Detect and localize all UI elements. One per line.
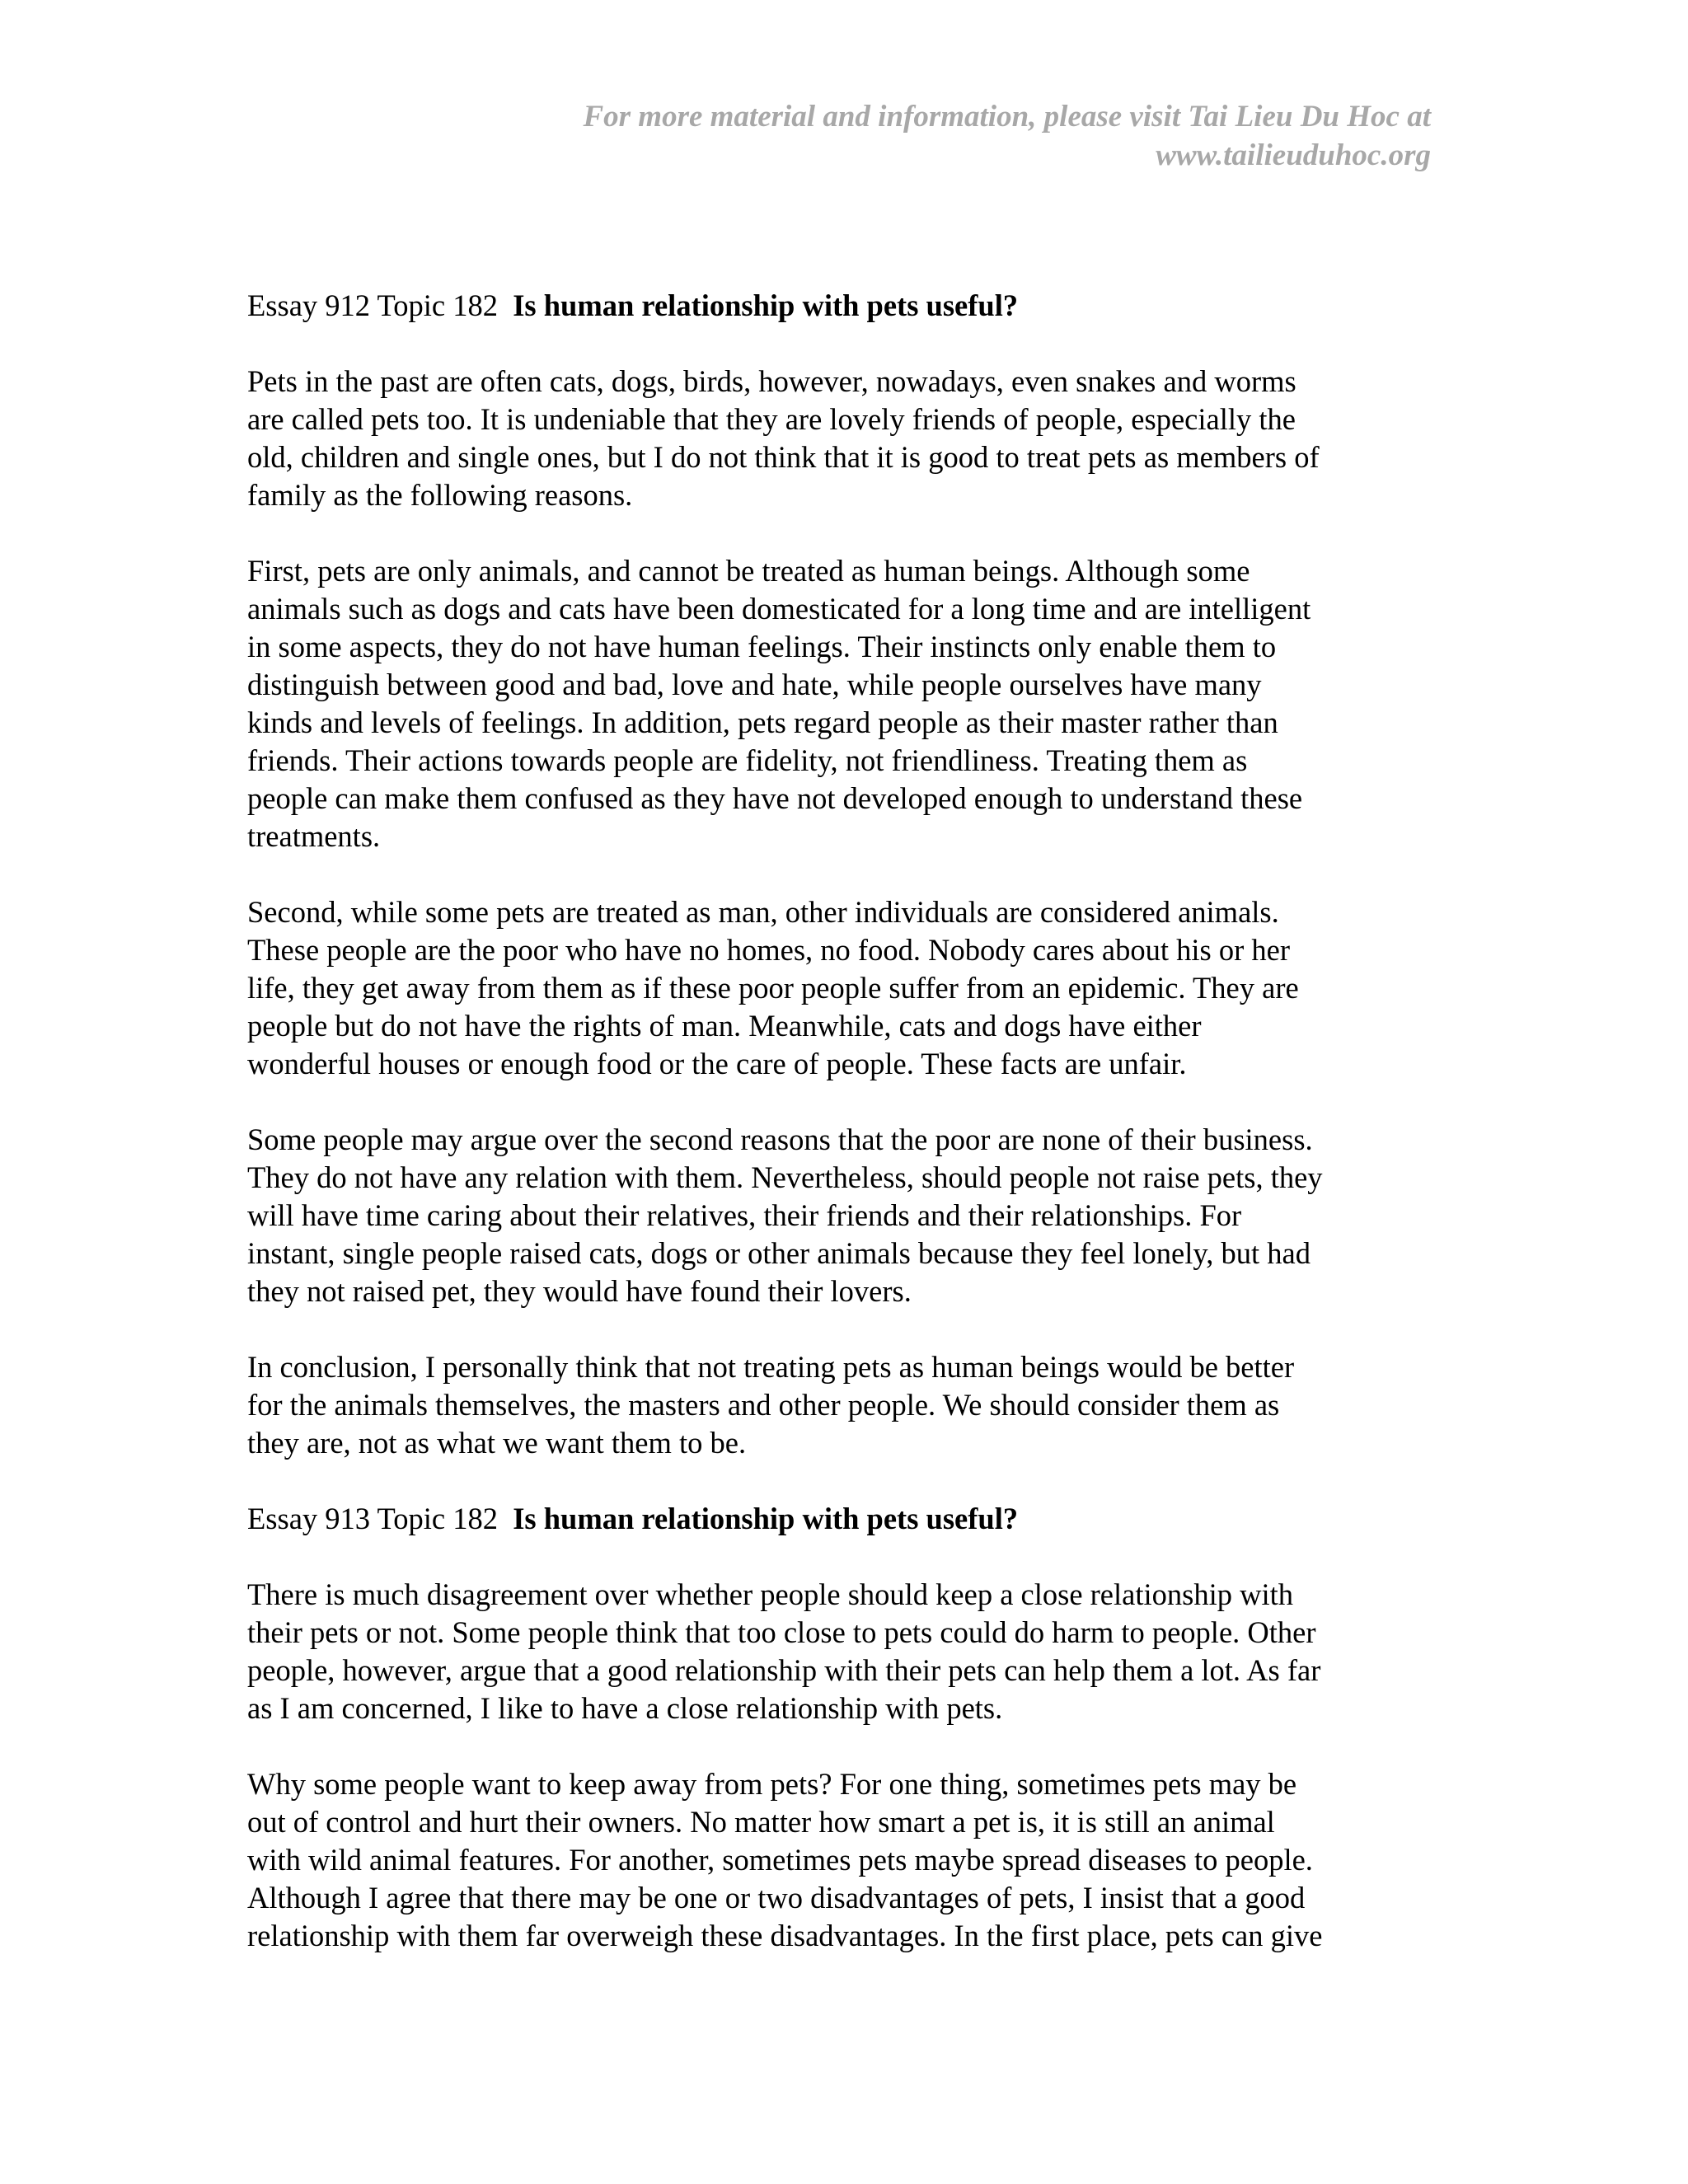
text-line: for the animals themselves, the masters and other people. We should consider them as	[247, 1388, 1280, 1422]
text-line: relationship with them far overweigh these disadvantages. In the first place, pets can give	[247, 1919, 1323, 1952]
text-line: out of control and hurt their owners. No matter how smart a pet is, it is still an animal	[247, 1805, 1275, 1839]
essay-label: Essay 912 Topic 182	[247, 288, 498, 322]
essay-912-paragraph-3	[247, 893, 1451, 1083]
text-line: in some aspects, they do not have human feelings. Their instincts only enable them to	[247, 630, 1277, 663]
text-line: kinds and levels of feelings. In addition, pets regard people as their master rather than	[247, 705, 1278, 739]
text-line: family as the following reasons.	[247, 478, 633, 512]
essay-913-paragraph-1	[247, 1576, 1451, 1727]
essay-label: Essay 913 Topic 182	[247, 1502, 498, 1535]
essay-topic: Is human relationship with pets useful?	[513, 288, 1019, 322]
text-line: These people are the poor who have no homes, no food. Nobody cares about his or her	[247, 933, 1290, 967]
text-line: they are, not as what we want them to be.	[247, 1426, 747, 1460]
text-line: are called pets too. It is undeniable that they are lovely friends of people, especially the	[247, 402, 1296, 436]
page-header	[359, 97, 1431, 175]
text-line: will have time caring about their relatives, their friends and their relationships. For	[247, 1198, 1242, 1232]
text-line: their pets or not. Some people think that too close to pets could do harm to people. Other	[247, 1615, 1316, 1649]
text-line: they not raised pet, they would have found their lovers.	[247, 1274, 912, 1308]
text-line: Some people may argue over the second reasons that the poor are none of their business.	[247, 1122, 1313, 1156]
text-line: wonderful houses or enough food or the care of people. These facts are unfair.	[247, 1047, 1187, 1080]
text-line: In conclusion, I personally think that not treating pets as human beings would be better	[247, 1350, 1295, 1384]
text-line: There is much disagreement over whether people should keep a close relationship with	[247, 1577, 1293, 1611]
text-line: distinguish between good and bad, love and hate, while people ourselves have many	[247, 668, 1262, 701]
text-line: life, they get away from them as if these poor people suffer from an epidemic. They are	[247, 971, 1299, 1005]
text-line: treatments.	[247, 819, 381, 853]
essay-912-paragraph-2	[247, 552, 1451, 855]
text-line: as I am concerned, I like to have a close relationship with pets.	[247, 1691, 1003, 1725]
text-line: with wild animal features. For another, sometimes pets maybe spread diseases to people.	[247, 1843, 1313, 1877]
text-line: people, however, argue that a good relationship with their pets can help them a lot. As far	[247, 1653, 1321, 1687]
text-line: Second, while some pets are treated as man, other individuals are considered animals.	[247, 895, 1279, 929]
text-line: They do not have any relation with them. Nevertheless, should people not raise pets, they	[247, 1160, 1323, 1194]
text-line: old, children and single ones, but I do not think that it is good to treat pets as members of	[247, 440, 1320, 474]
text-line: animals such as dogs and cats have been domesticated for a long time and are intelligent	[247, 592, 1311, 626]
text-line: people but do not have the rights of man. Meanwhile, cats and dogs have either	[247, 1009, 1202, 1043]
header-website: www.tailieuduhoc.org	[1156, 138, 1431, 172]
essay-912-paragraph-5	[247, 1348, 1451, 1462]
text-line: Although I agree that there may be one or two disadvantages of pets, I insist that a good	[247, 1881, 1306, 1915]
text-line: instant, single people raised cats, dogs or other animals because they feel lonely, but had	[247, 1236, 1311, 1270]
text-line: friends. Their actions towards people are fidelity, not friendliness. Treating them as	[247, 743, 1248, 777]
text-line: people can make them confused as they have not developed enough to understand these	[247, 781, 1303, 815]
document-body	[247, 287, 1451, 1993]
text-line: Why some people want to keep away from pets? For one thing, sometimes pets may be	[247, 1767, 1297, 1801]
essay-913-paragraph-2	[247, 1765, 1451, 1955]
essay-topic: Is human relationship with pets useful?	[513, 1502, 1019, 1535]
essay-912-paragraph-1	[247, 363, 1451, 514]
header-line-1: For more material and information, please visit Tai Lieu Du Hoc at	[583, 100, 1431, 134]
text-line: First, pets are only animals, and cannot be treated as human beings. Although some	[247, 554, 1250, 588]
essay-912-paragraph-4	[247, 1121, 1451, 1310]
essay-912-title	[247, 287, 1451, 325]
text-line: Pets in the past are often cats, dogs, birds, however, nowadays, even snakes and worms	[247, 364, 1296, 398]
essay-913-title	[247, 1500, 1451, 1538]
